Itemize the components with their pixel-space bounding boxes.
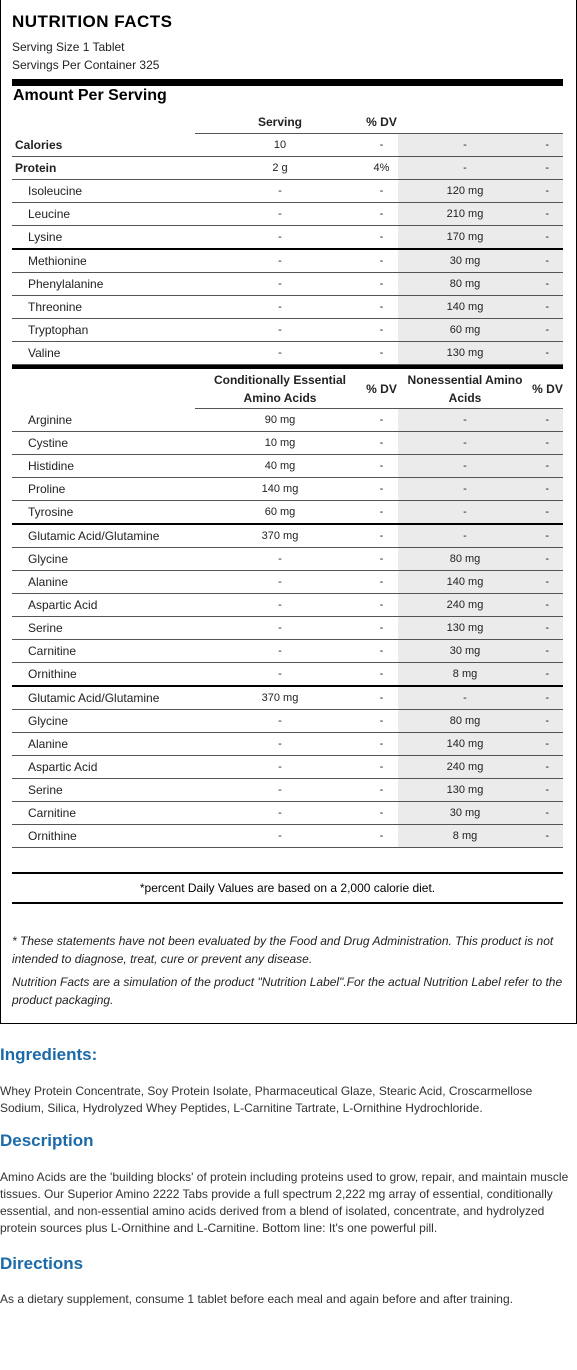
nutrient-dv-alt: - [532, 733, 563, 756]
nutrient-name: Ornithine [12, 663, 195, 687]
description-heading: Description [0, 1131, 94, 1150]
nutrient-value-alt: - [398, 409, 532, 432]
nutrient-name: Glutamic Acid/Glutamine [12, 686, 195, 710]
nutrient-value: - [195, 296, 365, 319]
nutrient-dv: - [365, 409, 398, 432]
nutrient-dv: - [365, 594, 398, 617]
nutrient-dv-alt: - [532, 134, 563, 157]
nutrient-dv: - [365, 134, 398, 157]
nutrient-dv: - [365, 710, 398, 733]
nutrient-dv-alt: - [532, 180, 563, 203]
nutrient-name: Leucine [12, 203, 195, 226]
nutrient-value: - [195, 825, 365, 848]
nutrient-row [12, 409, 563, 432]
nutrient-row [12, 779, 563, 802]
thick-divider [12, 79, 563, 86]
nutrient-dv: - [365, 802, 398, 825]
nutrient-dv-alt: - [532, 203, 563, 226]
nutrient-row [12, 249, 563, 273]
nutrient-value-alt: - [398, 478, 532, 501]
nutrient-row [12, 319, 563, 342]
nutrient-value-alt: 120 mg [398, 180, 532, 203]
nutrient-dv: - [365, 640, 398, 663]
header-col-4 [532, 111, 563, 134]
nutrient-row [12, 501, 563, 525]
nutrient-dv-alt: - [532, 640, 563, 663]
nutrient-dv-alt: - [532, 617, 563, 640]
nutrient-value-alt: - [398, 432, 532, 455]
nutrient-name: Protein [12, 157, 195, 180]
nutrient-dv-alt: - [532, 686, 563, 710]
nutrient-value: 140 mg [195, 478, 365, 501]
nutrient-value: - [195, 640, 365, 663]
nutrient-value-alt: - [398, 501, 532, 525]
nutrient-value-alt: - [398, 157, 532, 180]
nutrient-value-alt: - [398, 686, 532, 710]
nutrient-name: Tryptophan [12, 319, 195, 342]
nutrient-value-alt: 240 mg [398, 594, 532, 617]
nutrient-value: 90 mg [195, 409, 365, 432]
nutrient-row [12, 686, 563, 710]
nutrient-row [12, 733, 563, 756]
nutrient-value: 40 mg [195, 455, 365, 478]
nutrient-value-alt: 60 mg [398, 319, 532, 342]
nutrient-dv: - [365, 226, 398, 250]
nutrient-value: 10 [195, 134, 365, 157]
nutrient-dv: - [365, 478, 398, 501]
nutrient-dv-alt: - [532, 802, 563, 825]
serving-size: Serving Size 1 Tablet [12, 40, 125, 54]
nutrient-name: Ornithine [12, 825, 195, 848]
nutrient-value: - [195, 571, 365, 594]
nutrition-main-table [12, 111, 563, 365]
nutrient-value: - [195, 342, 365, 365]
nutrient-name: Serine [12, 617, 195, 640]
nutrient-value-alt: 140 mg [398, 296, 532, 319]
nutrient-value: - [195, 663, 365, 687]
simulation-note: Nutrition Facts are a simulation of the product "Nutrition Label".For the actual Nutrition Label refer to the product packaging. [12, 975, 563, 1007]
nutrient-name: Alanine [12, 571, 195, 594]
nutrient-value-alt: 80 mg [398, 710, 532, 733]
nutrient-value-alt: 130 mg [398, 617, 532, 640]
nutrient-value: - [195, 802, 365, 825]
nutrient-value-alt: 8 mg [398, 663, 532, 687]
nutrient-value: - [195, 180, 365, 203]
nutrient-dv-alt: - [532, 571, 563, 594]
nutrient-row [12, 226, 563, 250]
nutrient-value-alt: 240 mg [398, 756, 532, 779]
ingredients-text: Whey Protein Concentrate, Soy Protein Isolate, Pharmaceutical Glaze, Stearic Acid, Croscarmellose Sodium, Silica, Hydrolyzed Whey Peptides, L-Carnitine Tartrate, L-Ornithine Hydrochloride. [0, 1084, 533, 1115]
nutrient-row [12, 432, 563, 455]
nutrient-name: Carnitine [12, 640, 195, 663]
nutrient-name: Serine [12, 779, 195, 802]
nutrient-dv-alt: - [532, 273, 563, 296]
nutrient-dv-alt: - [532, 342, 563, 365]
nutrient-value-alt: - [398, 134, 532, 157]
nutrient-dv: - [365, 756, 398, 779]
header-col-3 [398, 111, 532, 134]
nutrient-dv-alt: - [532, 710, 563, 733]
nutrient-name: Valine [12, 342, 195, 365]
nutrient-row [12, 756, 563, 779]
nutrient-value: - [195, 733, 365, 756]
nutrient-value: 10 mg [195, 432, 365, 455]
nutrient-dv: - [365, 571, 398, 594]
nutrient-dv: - [365, 249, 398, 273]
nutrient-value-alt: 80 mg [398, 548, 532, 571]
nutrient-name: Tyrosine [12, 501, 195, 525]
nutrient-row [12, 296, 563, 319]
nutrient-value-alt: 30 mg [398, 640, 532, 663]
header-col-1: Serving [195, 111, 365, 134]
nutrient-row [12, 180, 563, 203]
nutrient-dv-alt: - [532, 157, 563, 180]
nutrient-row [12, 273, 563, 296]
nutrient-value: - [195, 273, 365, 296]
nutrient-name: Proline [12, 478, 195, 501]
nutrient-value: - [195, 594, 365, 617]
nutrition-facts-title: NUTRITION FACTS [12, 12, 173, 31]
nutrient-value-alt: 140 mg [398, 571, 532, 594]
amount-per-serving: Amount Per Serving [13, 87, 167, 104]
nutrient-dv-alt: - [532, 432, 563, 455]
nutrient-row [12, 548, 563, 571]
nutrient-value: 370 mg [195, 686, 365, 710]
nutrient-name: Glycine [12, 710, 195, 733]
nutrient-value: - [195, 779, 365, 802]
nutrient-row [12, 594, 563, 617]
header-col-2: % DV [365, 111, 398, 134]
nutrient-dv: - [365, 524, 398, 548]
nutrient-name: Threonine [12, 296, 195, 319]
nutrient-value-alt: 130 mg [398, 779, 532, 802]
nutrient-row [12, 710, 563, 733]
nutrient-value-alt: - [398, 524, 532, 548]
nutrient-name: Arginine [12, 409, 195, 432]
nutrient-value-alt: 140 mg [398, 733, 532, 756]
nutrient-dv-alt: - [532, 478, 563, 501]
daily-value-footnote: *percent Daily Values are based on a 2,000 calorie diet. [12, 872, 563, 904]
nutrient-value: - [195, 617, 365, 640]
nutrient-dv: - [365, 548, 398, 571]
header-blank [12, 111, 195, 134]
nutrient-name: Lysine [12, 226, 195, 250]
nutrient-name: Isoleucine [12, 180, 195, 203]
nutrient-dv-alt: - [532, 548, 563, 571]
nutrient-name: Glutamic Acid/Glutamine [12, 524, 195, 548]
nutrient-name: Aspartic Acid [12, 756, 195, 779]
nutrient-name: Glycine [12, 548, 195, 571]
nutrient-row [12, 203, 563, 226]
nutrient-value: - [195, 710, 365, 733]
header-col-4: % DV [532, 370, 563, 409]
nutrient-row [12, 617, 563, 640]
nutrient-dv: - [365, 733, 398, 756]
nutrient-row [12, 524, 563, 548]
nutrient-value-alt: 30 mg [398, 249, 532, 273]
nutrient-dv: - [365, 432, 398, 455]
section-divider [12, 365, 563, 369]
nutrient-dv-alt: - [532, 663, 563, 687]
amino-acid-table [12, 370, 563, 848]
nutrient-row [12, 640, 563, 663]
nutrient-dv-alt: - [532, 319, 563, 342]
nutrient-name: Phenylalanine [12, 273, 195, 296]
nutrient-value: 2 g [195, 157, 365, 180]
nutrient-dv-alt: - [532, 249, 563, 273]
nutrient-name: Cystine [12, 432, 195, 455]
nutrient-value: - [195, 203, 365, 226]
nutrient-dv-alt: - [532, 524, 563, 548]
servings-per-container: Servings Per Container 325 [12, 58, 160, 72]
nutrient-row [12, 342, 563, 365]
nutrient-dv-alt: - [532, 409, 563, 432]
nutrient-dv: - [365, 455, 398, 478]
nutrient-dv: - [365, 825, 398, 848]
nutrient-dv-alt: - [532, 756, 563, 779]
fda-disclaimer: * These statements have not been evaluated by the Food and Drug Administration. This product is not intended to diagnose, treat, cure or prevent any disease. [12, 934, 554, 966]
nutrient-value: - [195, 319, 365, 342]
nutrient-dv-alt: - [532, 296, 563, 319]
nutrient-value: - [195, 756, 365, 779]
nutrient-value: - [195, 548, 365, 571]
nutrient-dv: - [365, 779, 398, 802]
directions-heading: Directions [0, 1254, 84, 1273]
nutrient-dv-alt: - [532, 779, 563, 802]
nutrient-dv-alt: - [532, 226, 563, 250]
nutrient-row [12, 455, 563, 478]
nutrient-dv-alt: - [532, 501, 563, 525]
description-text: Amino Acids are the 'building blocks' of protein including proteins used to grow, repair, and maintain muscle tissues. Our Superior Amino 2222 Tabs provide a full spectrum 2,222 mg array of essential, conditionally essential, and non-essential amino acids derived from a blend of isolated, concentrate, and hydrolyzed protein sources plus L-Ornithine and L-Carnitine. Bottom line: It's one powerful pill. [0, 1170, 569, 1235]
nutrient-value: - [195, 249, 365, 273]
nutrient-value: 370 mg [195, 524, 365, 548]
nutrient-dv: - [365, 296, 398, 319]
main-table-header [12, 111, 563, 134]
nutrient-value-alt: 8 mg [398, 825, 532, 848]
nutrient-value-alt: - [398, 455, 532, 478]
nutrient-dv: - [365, 501, 398, 525]
header-col-1: Conditionally Essential Amino Acids [195, 370, 365, 409]
nutrient-value-alt: 30 mg [398, 802, 532, 825]
nutrient-name: Methionine [12, 249, 195, 273]
nutrient-row [12, 802, 563, 825]
header-col-2: % DV [365, 370, 398, 409]
directions-text: As a dietary supplement, consume 1 tablet before each meal and again before and after training. [0, 1292, 513, 1306]
amino-table-header [12, 370, 563, 409]
nutrient-value-alt: 130 mg [398, 342, 532, 365]
nutrient-row [12, 134, 563, 157]
nutrient-value: - [195, 226, 365, 250]
ingredients-heading: Ingredients: [0, 1045, 98, 1064]
nutrient-row [12, 157, 563, 180]
nutrient-value-alt: 210 mg [398, 203, 532, 226]
nutrient-name: Histidine [12, 455, 195, 478]
nutrient-dv: - [365, 319, 398, 342]
nutrient-dv-alt: - [532, 455, 563, 478]
nutrient-name: Carnitine [12, 802, 195, 825]
nutrient-row [12, 825, 563, 848]
nutrient-dv: - [365, 203, 398, 226]
nutrient-dv: - [365, 273, 398, 296]
nutrient-value-alt: 80 mg [398, 273, 532, 296]
nutrient-dv-alt: - [532, 594, 563, 617]
nutrient-row [12, 663, 563, 687]
nutrient-dv-alt: - [532, 825, 563, 848]
nutrient-name: Calories [12, 134, 195, 157]
nutrient-name: Alanine [12, 733, 195, 756]
nutrient-row [12, 478, 563, 501]
nutrient-value: 60 mg [195, 501, 365, 525]
nutrient-value-alt: 170 mg [398, 226, 532, 250]
nutrient-dv: - [365, 617, 398, 640]
header-col-3: Nonessential Amino Acids [398, 370, 532, 409]
nutrient-dv: 4% [365, 157, 398, 180]
nutrient-dv: - [365, 180, 398, 203]
nutrient-dv: - [365, 342, 398, 365]
nutrient-dv: - [365, 686, 398, 710]
nutrient-dv: - [365, 663, 398, 687]
nutrient-row [12, 571, 563, 594]
header-blank [12, 370, 195, 409]
nutrient-name: Aspartic Acid [12, 594, 195, 617]
